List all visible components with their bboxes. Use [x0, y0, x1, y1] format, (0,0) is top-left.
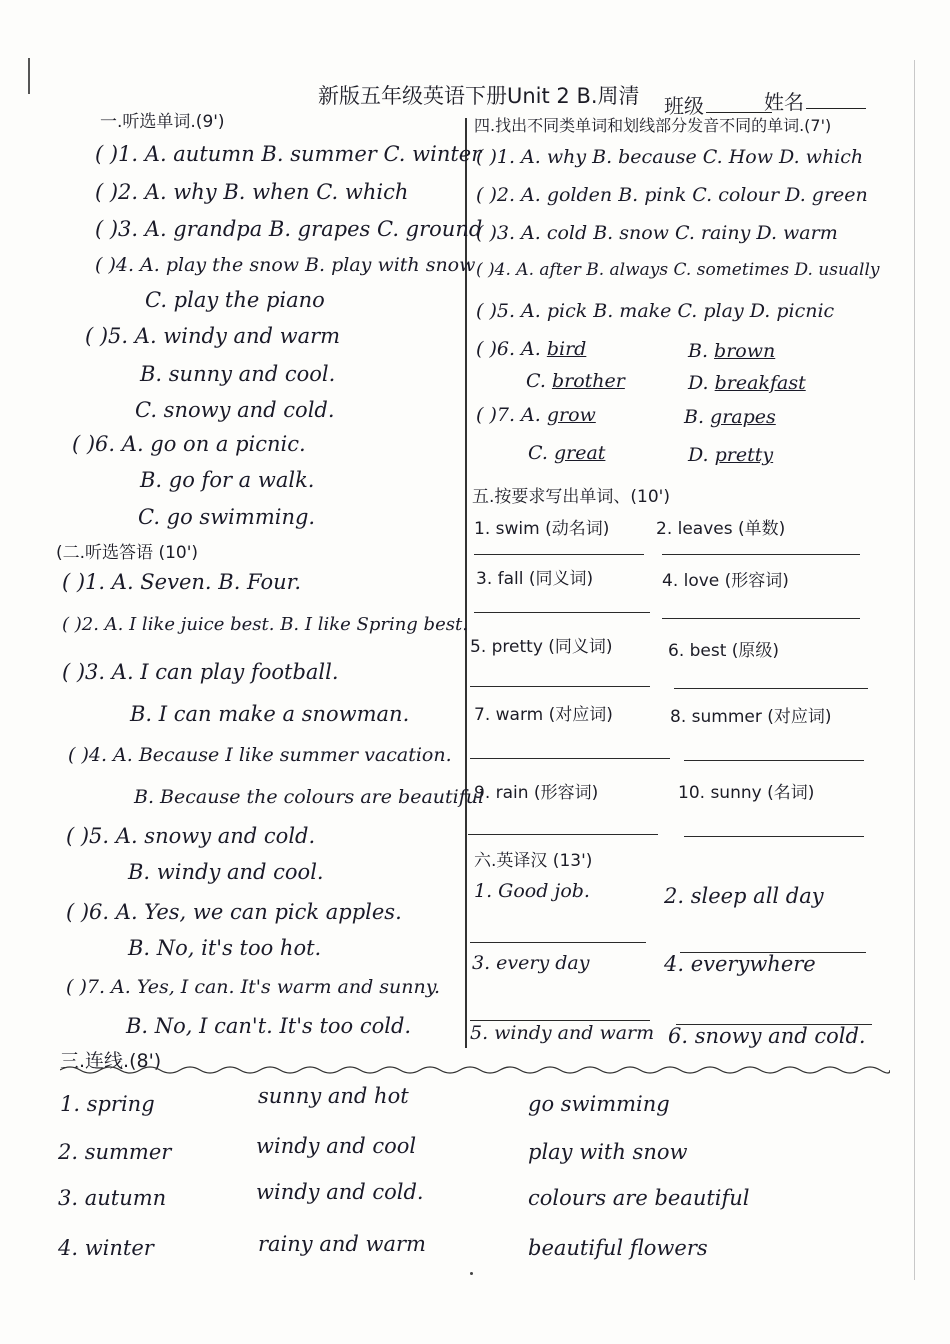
answer-line[interactable]	[470, 942, 646, 943]
answer-line[interactable]	[674, 688, 868, 689]
page-right-edge	[914, 60, 915, 1280]
answer-line[interactable]	[468, 834, 658, 835]
activity-item[interactable]: colours are beautiful	[528, 1186, 750, 1210]
season-item[interactable]: 2. summer	[58, 1140, 172, 1164]
section6-item: 6. snowy and cold.	[668, 1024, 866, 1048]
section6-item: 5. windy and warm	[470, 1022, 655, 1044]
section1-item: B. go for a walk.	[140, 468, 315, 492]
answer-line[interactable]	[684, 836, 864, 837]
section2-item: ( )7. A. Yes, I can. It's warm and sunny.	[66, 976, 440, 998]
section5-item: 10. sunny (名词)	[678, 783, 815, 803]
name-field	[764, 86, 866, 115]
section6-heading: 六.英译汉 (13')	[474, 851, 593, 871]
section5-item: 4. love (形容词)	[662, 571, 789, 591]
section2-item: ( )2. A. I like juice best. B. I like Spring best.	[62, 614, 468, 635]
section5-item: 1. swim (动名词)	[474, 519, 610, 539]
weather-item[interactable]: windy and cool	[256, 1134, 417, 1158]
activity-item[interactable]: go swimming	[528, 1092, 670, 1116]
section5-item: 6. best (原级)	[668, 641, 780, 661]
section2-item: ( )1. A. Seven. B. Four.	[62, 570, 302, 594]
item6-b-lead: B.	[688, 340, 715, 362]
item6-option-d: breakfast	[714, 372, 806, 394]
section1-item: ( )6. A. go on a picnic.	[72, 432, 306, 456]
item6-option-c: brother	[551, 370, 625, 392]
item7-option-b: grapes	[710, 406, 776, 428]
activity-item[interactable]: beautiful flowers	[528, 1236, 708, 1260]
item6-c-lead: C.	[526, 370, 552, 392]
name-blank[interactable]	[806, 108, 866, 109]
section2-heading: (二.听选答语 (10')	[56, 543, 199, 563]
section1-item: ( )2. A. why B. when C. which	[95, 180, 409, 204]
section2-item: ( )3. A. I can play football.	[62, 660, 339, 684]
section6-item: 2. sleep all day	[664, 884, 824, 908]
item7-lead: ( )7. A.	[476, 404, 547, 426]
section4-item: ( )3. A. cold B. snow C. rainy D. warm	[476, 222, 838, 244]
answer-line[interactable]	[470, 1020, 650, 1021]
weather-item[interactable]: sunny and hot	[258, 1084, 409, 1108]
section4-item-6b	[688, 340, 775, 362]
section5-item: 2. leaves (单数)	[656, 519, 786, 539]
answer-line[interactable]	[474, 554, 644, 555]
section5-item: 5. pretty (同义词)	[470, 637, 613, 657]
worksheet-title: 新版五年级英语下册Unit 2 B.周清	[318, 84, 640, 108]
section2-item: ( )4. A. Because I like summer vacation.	[68, 744, 452, 766]
section1-item: ( )1. A. autumn B. summer C. winter	[95, 142, 482, 166]
section4-heading: 四.找出不同类单词和划线部分发音不同的单词.(7')	[474, 116, 832, 135]
section1-item: C. snowy and cold.	[135, 398, 335, 422]
section5-item: 3. fall (同义词)	[476, 569, 594, 589]
section3-heading: 三.连线.(8')	[60, 1050, 162, 1072]
section1-item: ( )3. A. grandpa B. grapes C. ground	[95, 217, 483, 241]
answer-line[interactable]	[470, 758, 670, 759]
section2-item: B. I can make a snowman.	[130, 702, 410, 726]
section4-item: ( )4. A. after B. always C. sometimes D. usually	[476, 260, 880, 280]
answer-line[interactable]	[474, 612, 650, 613]
season-item[interactable]: 3. autumn	[58, 1186, 167, 1210]
section4-item-6	[476, 338, 586, 360]
section6-item: 4. everywhere	[664, 952, 816, 976]
section1-item: B. sunny and cool.	[140, 362, 336, 386]
item6-d-lead: D.	[688, 372, 715, 394]
section4-item-6c	[526, 370, 625, 392]
item6-option-a: bird	[546, 338, 587, 360]
section5-heading: 五.按要求写出单词、(10')	[472, 487, 670, 507]
section5-item: 8. summer (对应词)	[670, 707, 832, 727]
section1-item: ( )4. A. play the snow B. play with snow	[95, 254, 476, 276]
section4-item: ( )5. A. pick B. make C. play D. picnic	[476, 300, 835, 322]
item7-option-a: grow	[546, 404, 596, 426]
section4-item-6d	[688, 372, 806, 394]
section6-item: 1. Good job.	[474, 880, 590, 902]
item7-d-lead: D.	[688, 444, 715, 466]
stray-dot	[470, 1272, 473, 1275]
section2-item: B. windy and cool.	[128, 860, 324, 884]
section4-item-7b	[684, 406, 776, 428]
section1-item: C. go swimming.	[138, 505, 316, 529]
worksheet-header	[318, 80, 640, 110]
section2-item: B. Because the colours are beautiful	[134, 786, 485, 808]
item7-option-c: great	[553, 442, 606, 464]
section4-item-7d	[688, 444, 773, 466]
section4-item: ( )2. A. golden B. pink C. colour D. green	[476, 184, 868, 206]
name-label: 姓名	[764, 90, 804, 114]
weather-item[interactable]: windy and cold.	[256, 1180, 424, 1204]
section2-item: ( )6. A. Yes, we can pick apples.	[66, 900, 402, 924]
section2-item: B. No, it's too hot.	[128, 936, 322, 960]
answer-line[interactable]	[662, 554, 860, 555]
answer-line[interactable]	[684, 760, 864, 761]
season-item[interactable]: 1. spring	[60, 1092, 155, 1116]
season-item[interactable]: 4. winter	[58, 1236, 154, 1260]
page-edge-mark	[28, 58, 30, 94]
item6-option-b: brown	[714, 340, 776, 362]
item6-lead: ( )6. A.	[476, 338, 547, 360]
section2-item: ( )5. A. snowy and cold.	[66, 824, 316, 848]
activity-item[interactable]: play with snow	[528, 1140, 688, 1164]
section1-item: C. play the piano	[145, 288, 325, 312]
section3-divider	[60, 1064, 890, 1076]
answer-line[interactable]	[662, 618, 860, 619]
section2-item: B. No, I can't. It's too cold.	[126, 1014, 412, 1038]
section4-item-7	[476, 404, 596, 426]
section4-item: ( )1. A. why B. because C. How D. which	[476, 146, 864, 168]
section1-item: ( )5. A. windy and warm	[85, 324, 341, 348]
section4-item-7c	[528, 442, 605, 464]
section1-heading: 一.听选单词.(9')	[100, 112, 225, 132]
class-label: 班级	[664, 94, 704, 118]
item7-c-lead: C.	[528, 442, 554, 464]
item7-option-d: pretty	[714, 444, 774, 466]
answer-line[interactable]	[470, 686, 650, 687]
section5-item: 9. rain (形容词)	[474, 783, 599, 803]
section6-item: 3. every day	[472, 952, 590, 974]
section5-item: 7. warm (对应词)	[474, 705, 613, 725]
weather-item[interactable]: rainy and warm	[258, 1232, 426, 1256]
item7-b-lead: B.	[684, 406, 711, 428]
